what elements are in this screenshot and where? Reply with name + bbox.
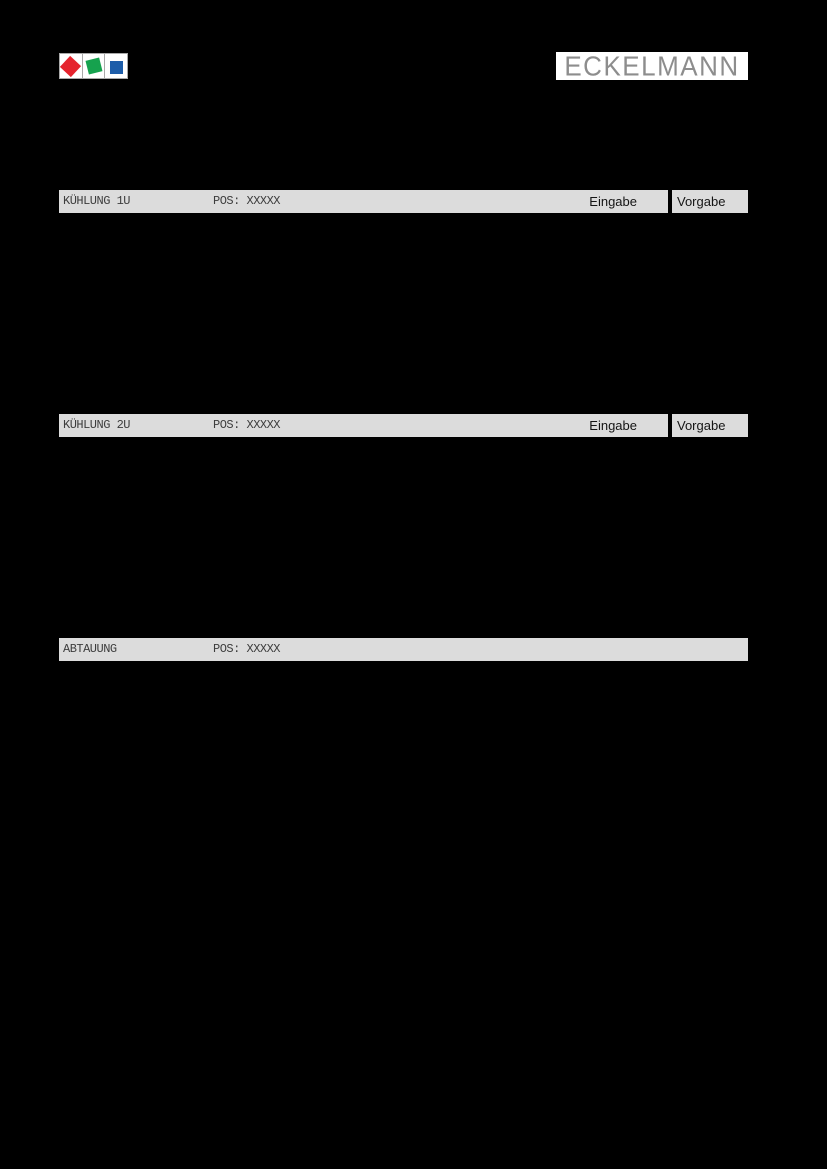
section-header-main [59,414,668,437]
vorgabe-header-cell[interactable] [672,190,748,213]
vorgabe-header[interactable]: Vorgabe [677,194,726,209]
red-diamond-icon [60,55,81,76]
section-header-kuehlung-1u [59,190,748,213]
blue-square-icon [110,61,123,74]
brand-logo [59,53,128,79]
eingabe-header[interactable]: Eingabe [589,194,637,209]
brand-tile-blue [105,54,127,78]
eckelmann-logo [556,52,748,80]
eckelmann-wordmark: ECKELMANN [564,50,740,82]
section-header-kuehlung-2u [59,414,748,437]
section-title: ABTAUUNG [63,642,117,656]
pos-label: POS: XXXXX [213,642,281,656]
pos-label: POS: XXXXX [213,194,281,208]
eingabe-header[interactable]: Eingabe [589,418,637,433]
brand-tile-red [60,54,83,78]
section-title: KÜHLUNG 2U [63,418,131,432]
section-header-main [59,190,668,213]
section-title: KÜHLUNG 1U [63,194,131,208]
pos-label: POS: XXXXX [213,418,281,432]
green-square-icon [85,58,102,75]
section-header-abtauung [59,638,748,661]
vorgabe-header[interactable]: Vorgabe [677,418,726,433]
vorgabe-header-cell[interactable] [672,414,748,437]
brand-tile-green [83,54,106,78]
section-header-main [59,638,748,661]
